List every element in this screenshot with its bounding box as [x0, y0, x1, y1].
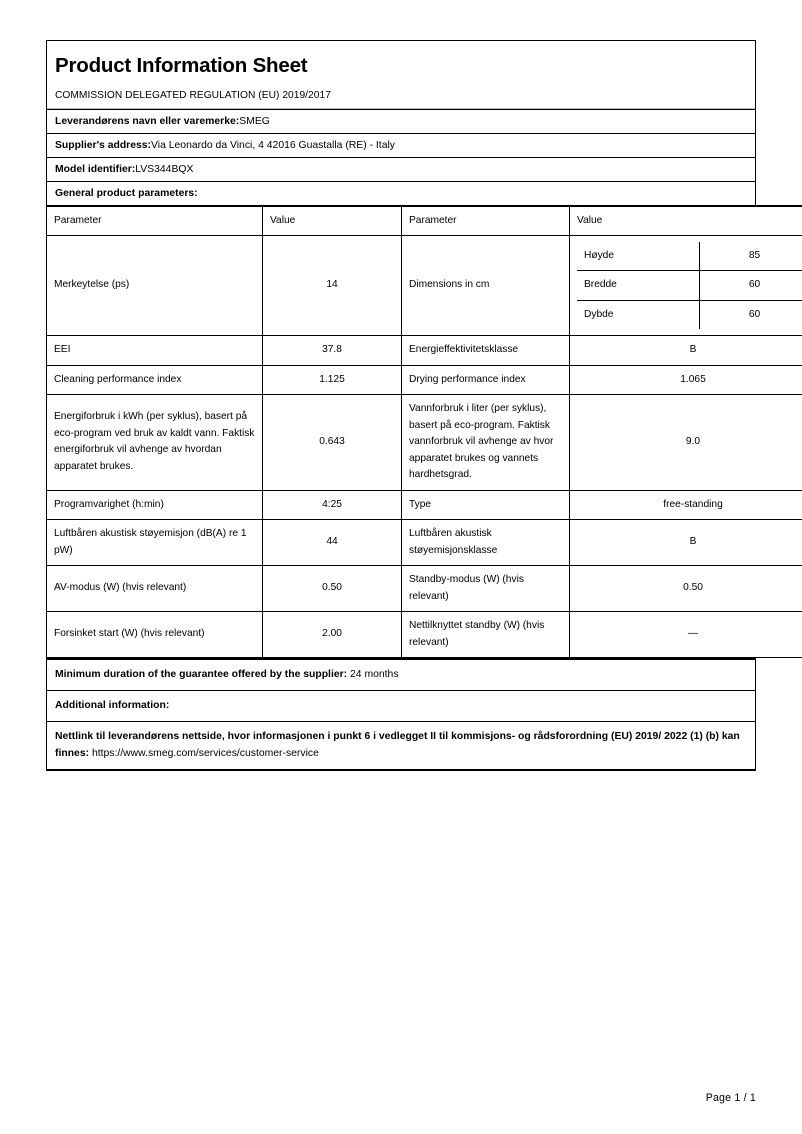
row-networked-standby-value: —: [570, 612, 802, 658]
row-noise-class-label: Luftbåren akustisk støyemisjonsklasse: [402, 520, 570, 566]
table-row: [47, 236, 802, 336]
row-drying-index-label: Drying performance index: [402, 365, 570, 395]
product-parameters-table: [46, 205, 802, 659]
dimensions-subtable: [577, 242, 802, 329]
column-header-value-1: Value: [263, 206, 402, 236]
row-water-consumption-label: Vannforbruk i liter (per syklus), basert på eco-program. Faktisk vannforbruk vil avhenge av hvor apparatet brukes og vannets hardhetsgrad.: [402, 395, 570, 491]
supplier-address-row: [47, 133, 755, 157]
row-off-mode-label: AV-modus (W) (hvis relevant): [47, 566, 263, 612]
row-noise-emission-label: Luftbåren akustisk støyemisjon (dB(A) re 1 pW): [47, 520, 263, 566]
general-parameters-label: General product parameters:: [55, 187, 198, 199]
page-title: Product Information Sheet: [55, 54, 308, 77]
weblink-url[interactable]: https://www.smeg.com/services/customer-service: [91, 748, 319, 760]
guarantee-value: 24 months: [350, 669, 399, 681]
row-eei-value: 37.8: [263, 336, 402, 366]
row-energy-class-label: Energieffektivitetsklasse: [402, 336, 570, 366]
row-program-duration-label: Programvarighet (h:min): [47, 490, 263, 520]
weblink-row: [46, 722, 756, 771]
general-parameters-row: [47, 181, 755, 205]
row-dimensions-label: Dimensions in cm: [402, 236, 570, 336]
dimension-height-value: 85: [700, 242, 802, 271]
row-rated-capacity-value: 14: [263, 236, 402, 336]
column-header-value-2: Value: [570, 206, 802, 236]
table-header-row: [47, 206, 802, 236]
supplier-name-row: [47, 109, 755, 133]
row-cleaning-index-value: 1.125: [263, 365, 402, 395]
row-rated-capacity-label: Merkeytelse (ps): [47, 236, 263, 336]
table-row: [47, 566, 802, 612]
model-identifier-label: Model identifier:: [55, 163, 136, 175]
row-delay-start-value: 2.00: [263, 612, 402, 658]
document-header-block: [46, 40, 756, 205]
row-off-mode-value: 0.50: [263, 566, 402, 612]
row-dimensions-value: [570, 236, 802, 336]
row-energy-consumption-label: Energiforbruk i kWh (per syklus), basert på eco-program ved bruk av kaldt vann. Faktisk energiforbruk vil avhenge av hvordan apparatet brukes.: [47, 395, 263, 491]
additional-information-label: Additional information:: [55, 699, 170, 711]
row-program-duration-value: 4:25: [263, 490, 402, 520]
row-type-value: free-standing: [570, 490, 802, 520]
table-row: [47, 520, 802, 566]
table-row: [47, 612, 802, 658]
row-cleaning-index-label: Cleaning performance index: [47, 365, 263, 395]
supplier-address-label: Supplier's address:: [55, 139, 152, 151]
page-number-footer: Page 1 / 1: [705, 1092, 756, 1104]
title-row: [47, 41, 755, 88]
supplier-name-label: Leverandørens navn eller varemerke:: [55, 115, 240, 127]
dimension-height-label: Høyde: [577, 242, 700, 271]
column-header-parameter-1: Parameter: [47, 206, 263, 236]
regulation-reference: COMMISSION DELEGATED REGULATION (EU) 2019/2017: [55, 89, 331, 101]
row-standby-mode-value: 0.50: [570, 566, 802, 612]
additional-information-row: [46, 691, 756, 722]
row-networked-standby-label: Nettilknyttet standby (W) (hvis relevant): [402, 612, 570, 658]
guarantee-row: [46, 658, 756, 691]
model-identifier-value: LVS344BQX: [135, 163, 194, 175]
weblink-label: Nettlink til leverandørens nettside, hvor informasjonen i punkt 6 i vedlegget II til kommisjons- og rådsforordning (EU) 2019/ 2022 (1) (b) kan finnes:: [55, 730, 740, 760]
table-row: [47, 395, 802, 491]
supplier-name-value: SMEG: [239, 115, 270, 127]
table-row: [47, 490, 802, 520]
row-noise-emission-value: 44: [263, 520, 402, 566]
row-type-label: Type: [402, 490, 570, 520]
column-header-parameter-2: Parameter: [402, 206, 570, 236]
row-standby-mode-label: Standby-modus (W) (hvis relevant): [402, 566, 570, 612]
dimension-width-value: 60: [700, 271, 802, 300]
product-information-sheet: [46, 40, 761, 771]
row-noise-class-value: B: [570, 520, 802, 566]
guarantee-label: Minimum duration of the guarantee offered by the supplier:: [55, 669, 348, 681]
supplier-address-value: Via Leonardo da Vinci, 4 42016 Guastalla (RE) - Italy: [151, 139, 395, 151]
row-delay-start-label: Forsinket start (W) (hvis relevant): [47, 612, 263, 658]
dimension-row-height: [577, 242, 802, 271]
table-row: [47, 365, 802, 395]
dimension-row-depth: [577, 300, 802, 329]
dimension-depth-label: Dybde: [577, 300, 700, 329]
model-identifier-row: [47, 157, 755, 181]
row-drying-index-value: 1.065: [570, 365, 802, 395]
row-water-consumption-value: 9.0: [570, 395, 802, 491]
row-energy-consumption-value: 0.643: [263, 395, 402, 491]
dimension-row-width: [577, 271, 802, 300]
table-row: [47, 336, 802, 366]
dimension-depth-value: 60: [700, 300, 802, 329]
row-energy-class-value: B: [570, 336, 802, 366]
row-eei-label: EEI: [47, 336, 263, 366]
dimension-width-label: Bredde: [577, 271, 700, 300]
